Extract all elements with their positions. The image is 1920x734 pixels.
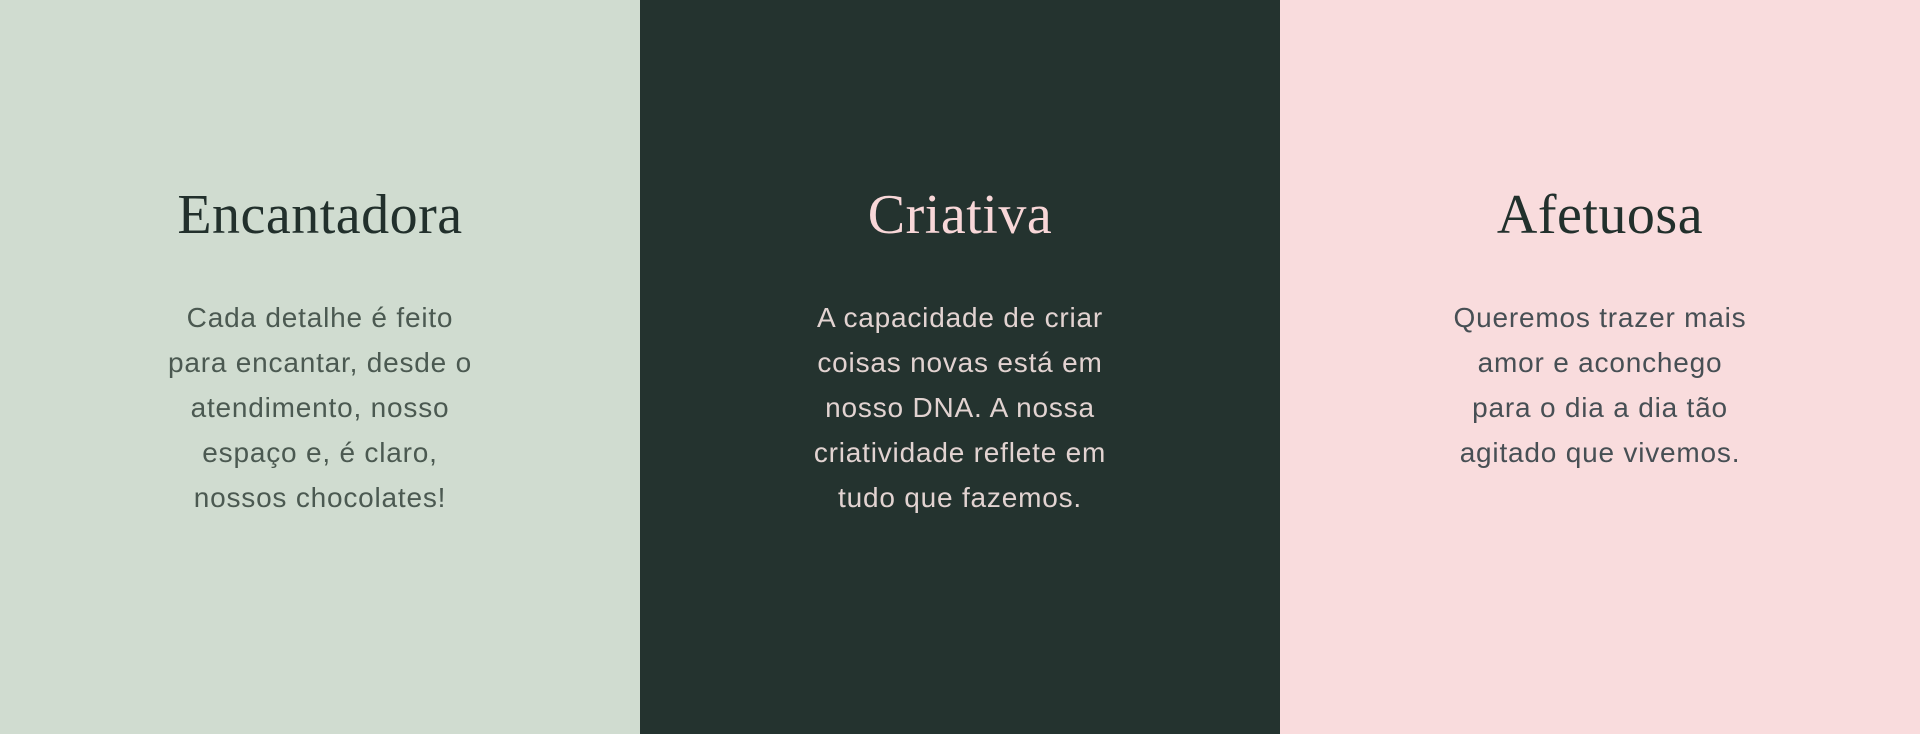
description-line: atendimento, nosso [190,392,450,423]
description-line: Cada detalhe é feito [186,302,454,333]
description-line: nossos chocolates! [193,482,447,513]
description-line: criatividade reflete em [813,437,1107,468]
description-line: espaço e, é claro, [202,437,438,468]
description-line: agitado que vivemos. [1459,437,1741,468]
panel-description-encantadora [168,295,472,520]
description-line: Queremos trazer mais [1453,302,1747,333]
description-line: amor e aconchego [1477,347,1723,378]
panel-heading-encantadora: Encantadora [177,184,463,246]
panel-description-criativa [814,295,1106,520]
description-line: nosso DNA. A nossa [825,392,1095,423]
panel-heading-afetuosa: Afetuosa [1496,184,1704,246]
description-line: para encantar, desde o [167,347,473,378]
description-line: A capacidade de criar [816,302,1104,333]
description-line: coisas novas está em [817,347,1103,378]
description-line: para o dia a dia tão [1472,392,1728,423]
panel-afetuosa [1280,0,1920,734]
description-line: tudo que fazemos. [838,482,1082,513]
panel-heading-criativa: Criativa [867,184,1053,246]
panel-description-afetuosa [1454,295,1747,475]
panel-encantadora [0,0,640,734]
panel-criativa [640,0,1280,734]
